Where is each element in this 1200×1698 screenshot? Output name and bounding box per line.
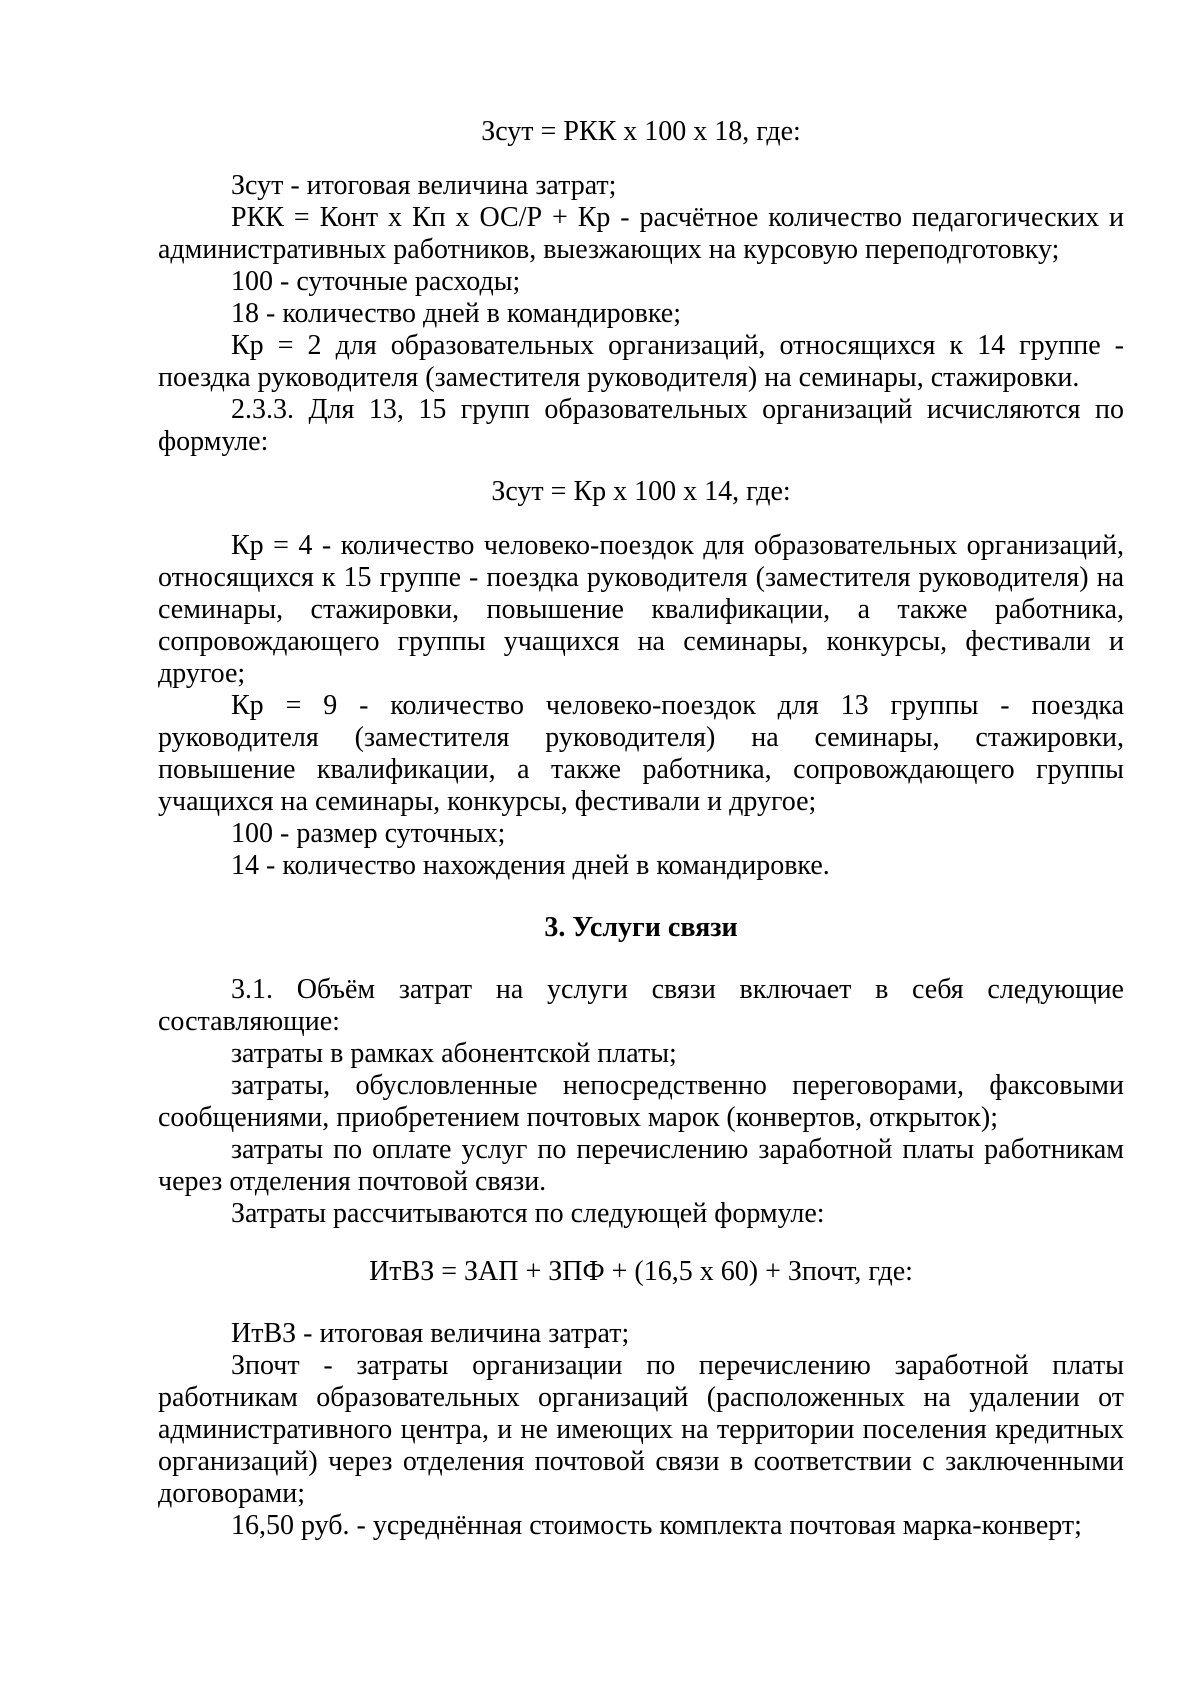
paragraph: 14 - количество нахождения дней в командировке. [231,850,830,881]
paragraph: Кр = 2 для образовательных организаций, относящихся к 14 группе - поездка руководителя (заместителя руководителя) на семинары, стажировки. [158,330,1124,393]
paragraph: Зсут - итоговая величина затрат; [231,170,617,201]
section-title: 3. Услуги связи [544,912,738,943]
formula-communication-costs: ИтВЗ = ЗАП + ЗПФ + (16,5 х 60) + Зпочт, где: [369,1256,913,1287]
paragraph: затраты в рамках абонентской платы; [231,1038,677,1069]
document-body [158,116,1124,1542]
formula-daily-costs-18: Зсут = РКК х 100 х 18, где: [481,116,801,147]
paragraph: Кр = 4 - количество человеко-поездок для образовательных организаций, относящихся к 15 группе - поездка руководителя (заместителя руководителя) на семинары, стажировки, повышение квалификации, а также работника, сопровождающего группы учащихся на семинары, конкурсы, фестивали и другое; [158,530,1124,689]
paragraph: Затраты рассчитываются по следующей формуле: [231,1198,825,1229]
paragraph: 18 - количество дней в командировке; [231,298,682,329]
paragraph: 100 - размер суточных; [231,818,506,849]
paragraph: 2.3.3. Для 13, 15 групп образовательных организаций исчисляются по формуле: [158,394,1124,457]
paragraph: 100 - суточные расходы; [231,266,521,297]
paragraph: 16,50 руб. - усреднённая стоимость комплекта почтовая марка-конверт; [231,1510,1082,1541]
paragraph: затраты, обусловленные непосредственно переговорами, факсовыми сообщениями, приобретением почтовых марок (конвертов, открыток); [158,1070,1124,1133]
paragraph: затраты по оплате услуг по перечислению заработной платы работникам через отделения почтовой связи. [158,1134,1124,1197]
paragraph: 3.1. Объём затрат на услуги связи включает в себя следующие составляющие: [158,974,1124,1037]
formula-daily-costs-14: Зсут = Кр х 100 х 14, где: [491,476,791,507]
paragraph: Зпочт - затраты организации по перечислению заработной платы работникам образовательных организаций (расположенных на удалении от административного центра, и не имеющих на территории поселения кредитных организаций) через отделения почтовой связи в соответствии с заключенными договорами; [158,1350,1124,1509]
paragraph: РКК = Конт х Кп х ОС/Р + Кр - расчётное количество педагогических и административных работников, выезжающих на курсовую переподготовку; [158,202,1124,265]
paragraph: ИтВЗ - итоговая величина затрат; [231,1318,630,1349]
paragraph: Кр = 9 - количество человеко-поездок для 13 группы - поездка руководителя (заместителя руководителя) на семинары, стажировки, повышение квалификации, а также работника, сопровождающего группы учащихся на семинары, конкурсы, фестивали и другое; [158,690,1124,817]
